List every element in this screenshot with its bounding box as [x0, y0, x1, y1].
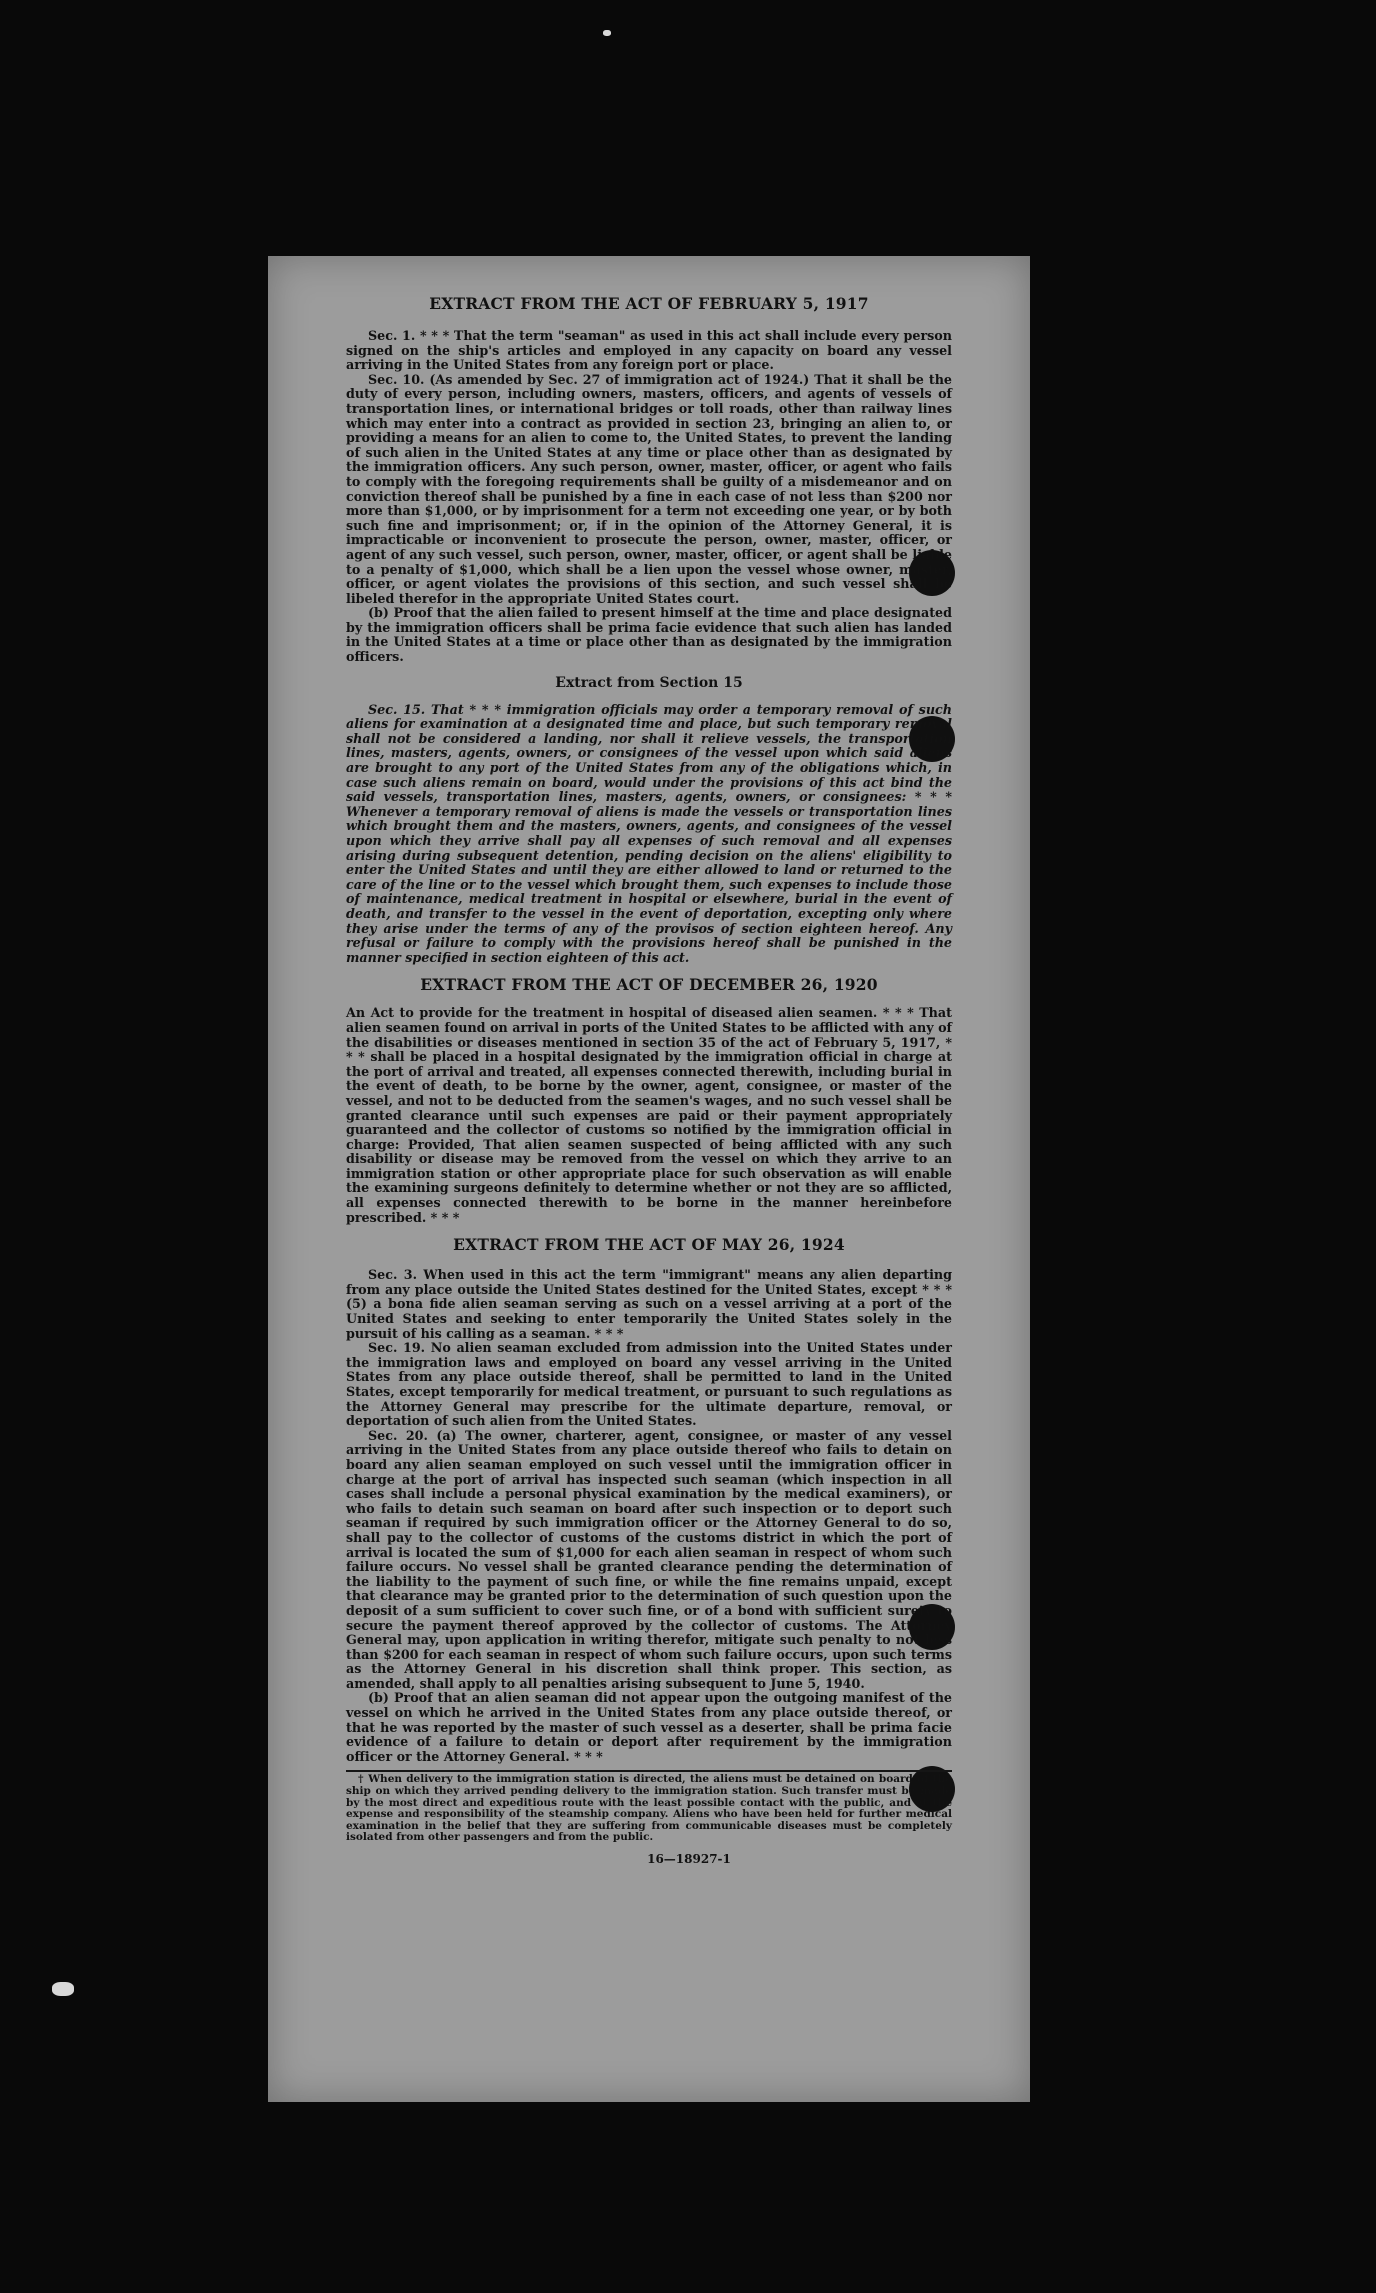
footnote-text: † When delivery to the immigration station is directed, the aliens must be detained on board of the ship on which they arrived pending delivery to the immigration station. Such transfer must be made by the most direct and expeditious route with the least possible contact with the public, and at the expense and responsibility of the steamship company. Aliens who have been held for further medical examination in the belief that they are suffering from communicable diseases must be completely isolated from other passengers and from the public.: [346, 1773, 952, 1844]
paragraph: Sec. 20. (a) The owner, charterer, agent, consignee, or master of any vessel arriving in the United States from any place outside thereof who fails to detain on board any alien seaman employed on such vessel until the immigration officer in charge at the port of arrival has inspected such seaman (which inspection in all cases shall include a personal physical examination by the medical examiners), or who fails to detain such seaman on board after such inspection or to deport such seaman if required by such immigration officer or the Attorney General to do so, shall pay to the collector of customs of the customs district in which the port of arrival is located the sum of $1,000 for each alien seaman in respect of whom such failure occurs. No vessel shall be granted clearance pending the determination of the liability to the payment of such fine, or while the fine remains unpaid, except that clearance may be granted prior to the determination of such question upon the deposit of a sum sufficient to cover such fine, or of a bond with sufficient surety to secure the payment thereof approved by the collector of customs. The Attorney General may, upon application in writing therefor, mitigate such penalty to not less than $200 for each seaman in respect of whom such failure occurs, upon such terms as the Attorney General in his discretion shall think proper. This section, as amended, shall apply to all penalties arising subsequent to June 5, 1940.: [346, 1427, 952, 1691]
paragraph: Sec. 19. No alien seaman excluded from admission into the United States under the immigration laws and employed on board any vessel arriving in the United States from any place outside thereof, shall be permitted to land in the United States, except temporarily for medical treatment, or pursuant to such regulations as the Attorney General may prescribe for the ultimate departure, removal, or deportation of such alien from the United States.: [346, 1340, 952, 1429]
paragraph: An Act to provide for the treatment in hospital of diseased alien seamen. * * * That alien seamen found on arrival in ports of the United States to be afflicted with any of the disabilities or diseases mentioned in section 35 of the act of February 5, 1917, * * * shall be placed in a hospital designated by the immigration official in charge at the port of arrival and treated, all expenses connected therewith, including burial in the event of death, to be borne by the owner, agent, consignee, or master of the vessel, and not to be deducted from the seamen's wages, and no such vessel shall be granted clearance until such expenses are paid or their payment appropriately guaranteed and the collector of customs so notified by the immigration official in charge: Provided, That alien seamen suspected of being afflicted with any such disability or disease may be removed from the vessel on which they arrive to an immigration station or other appropriate place for such observation as will enable the examining surgeons definitely to determine whether or not they are so afflicted, all expenses connected therewith to be borne in the manner hereinbefore prescribed. * * *: [346, 1005, 952, 1225]
section-body: [346, 329, 952, 665]
form-number: 16—18927-1: [647, 1852, 731, 1866]
paragraph: Sec. 3. When used in this act the term "immigrant" means any alien departing from any place outside the United States destined for the United States, except * * * (5) a bona fide alien seaman serving as such on a vessel arriving at a port of the United States and seeking to enter temporarily the United States solely in the pursuit of his calling as a seaman. * * *: [346, 1267, 952, 1341]
footnote-divider: [346, 1770, 952, 1772]
paragraph: Sec. 15. That * * * immigration officials may order a temporary removal of such aliens for examination at a designated time and place, but such temporary removal shall not be considered a landing, nor shall it relieve vessels, the transportation lines, masters, agents, owners, or consignees of the vessel upon which said aliens are brought to any port of the United States from any of the obligations which, in case such aliens remain on board, would under the provisions of this act bind the said vessels, transportation lines, masters, agents, owners, or consignees: * * * Whenever a temporary removal of aliens is made the vessels or transportation lines which brought them and the masters, owners, agents, and consignees of the vessel upon which they arrive shall pay all expenses of such removal and all expenses arising during subsequent detention, pending decision on the aliens' eligibility to enter the United States and until they are either allowed to land or returned to the care of the line or to the vessel which brought them, such expenses to include those of maintenance, medical treatment in hospital or elsewhere, burial in the event of death, and transfer to the vessel in the event of deportation, excepting only where they arise under the terms of any of the provisos of section eighteen hereof. Any refusal or failure to comply with the provisions hereof shall be punished in the manner specified in section eighteen of this act.: [346, 701, 952, 965]
paragraph: (b) Proof that an alien seaman did not appear upon the outgoing manifest of the vessel on which he arrived in the United States from any place outside thereof, or that he was reported by the master of such vessel as a deserter, shall be prima facie evidence of a failure to detain or deport after requirement by the immigration officer or the Attorney General. * * *: [346, 1690, 952, 1764]
section-heading: Extract from Section 15: [555, 674, 743, 691]
footnote: [346, 1774, 952, 1844]
paragraph: Sec. 10. (As amended by Sec. 27 of immigration act of 1924.) That it shall be the duty of every person, including owners, masters, officers, and agents of vessels of transportation lines, or international bridges or toll roads, other than railway lines which may enter into a contract as provided in section 23, bringing an alien to, or providing a means for an alien to come to, the United States, to prevent the landing of such alien in the United States at any time or place other than as designated by the immigration officers. Any such person, owner, master, officer, or agent who fails to comply with the foregoing requirements shall be guilty of a misdemeanor and on conviction thereof shall be punished by a fine in each case of not less than $200 nor more than $1,000, or by imprisonment for a term not exceeding one year, or by both such fine and imprisonment; or, if in the opinion of the Attorney General, it is impracticable or inconvenient to prosecute the person, owner, master, officer, or agent of any such vessel, such person, owner, master, officer, or agent shall be liable to a penalty of $1,000, which shall be a lien upon the vessel whose owner, master, officer, or agent violates the provisions of this section, and such vessel shall be libeled therefor in the appropriate United States court.: [346, 371, 952, 606]
extract-section-15: [346, 675, 952, 966]
scan-dust-speck: [603, 30, 611, 36]
section-body: [346, 703, 952, 966]
section-heading: EXTRACT FROM THE ACT OF FEBRUARY 5, 1917: [429, 294, 869, 313]
paragraph: Sec. 1. * * * That the term "seaman" as used in this act shall include every person signed on the ship's articles and employed in any capacity on board any vessel arriving in the United States from any foreign port or place.: [346, 328, 952, 373]
section-heading: EXTRACT FROM THE ACT OF DECEMBER 26, 1920: [420, 975, 878, 995]
extract-act-dec-1920: [346, 975, 952, 1225]
extract-act-feb-1917: [346, 294, 952, 665]
extract-act-may-1924: [346, 1235, 952, 1764]
section-heading: EXTRACT FROM THE ACT OF MAY 26, 1924: [453, 1235, 845, 1255]
document-page: [268, 256, 1030, 2102]
paragraph: (b) Proof that the alien failed to present himself at the time and place designated by the immigration officers shall be prima facie evidence that such alien has landed in the United States at a time or place other than as designated by the immigration officers.: [346, 605, 952, 665]
section-body: [346, 1268, 952, 1764]
document-content: [346, 294, 952, 1866]
section-body: [346, 1006, 952, 1225]
scan-dust-speck: [52, 1982, 74, 1996]
